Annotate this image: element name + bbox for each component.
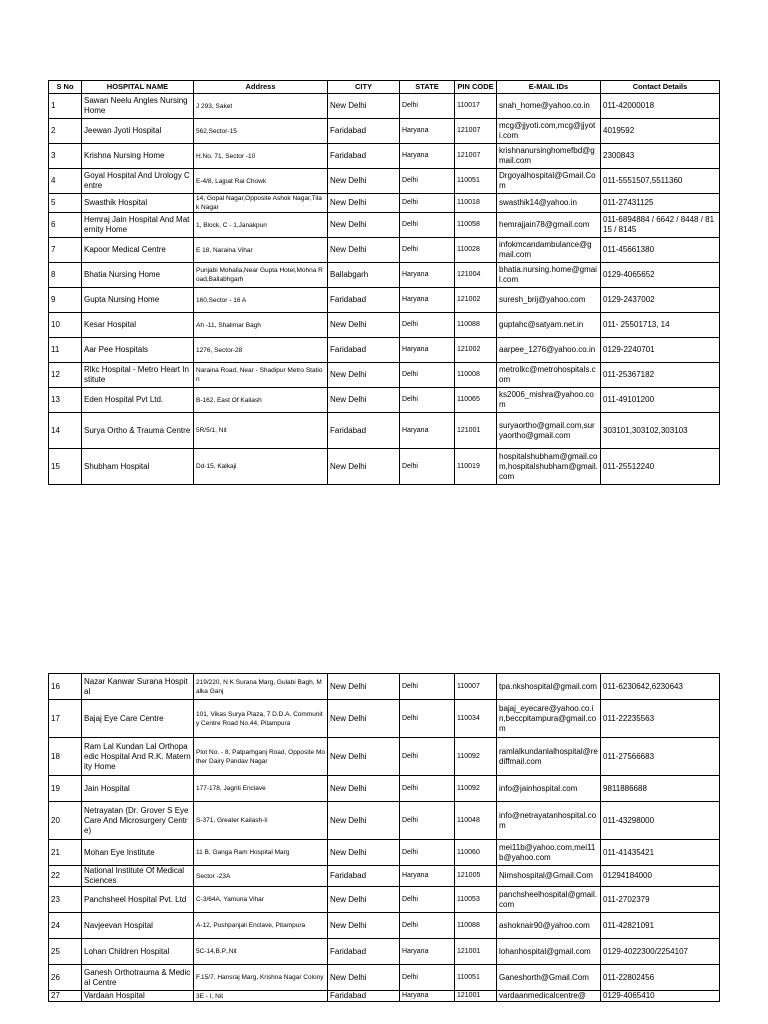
cell-email: hemrajjain78@gmail.com — [497, 213, 601, 238]
cell-hospital-name: Mohan Eye Institute — [82, 840, 194, 866]
cell-email: info@netrayatanhospital.com — [497, 802, 601, 840]
cell-contact: 011-41435421 — [601, 840, 720, 866]
hospital-table-top — [48, 80, 720, 485]
cell-city: Ballabgarh — [328, 263, 400, 288]
cell-state: Delhi — [400, 449, 455, 485]
col-header-state: STATE — [400, 81, 455, 94]
cell-email: suresh_brij@yahoo.com — [497, 288, 601, 313]
cell-pin-code: 110060 — [455, 840, 497, 866]
cell-state: Haryana — [400, 413, 455, 449]
cell-hospital-name: Ram Lal Kundan Lal Orthopaedic Hospital And R.K. Maternity Home — [82, 738, 194, 776]
cell-email: metrolkc@metrohospitals.com — [497, 363, 601, 388]
cell-city: New Delhi — [328, 313, 400, 338]
table-row — [49, 965, 720, 991]
cell-sno: 11 — [49, 338, 82, 363]
cell-pin-code: 110018 — [455, 194, 497, 213]
cell-contact: 01294184000 — [601, 866, 720, 887]
cell-hospital-name: Rlkc Hospital - Metro Heart Institute — [82, 363, 194, 388]
cell-email: mcg@jjyoti.com,mcg@jjyoti.com — [497, 119, 601, 144]
cell-sno: 6 — [49, 213, 82, 238]
table-row — [49, 674, 720, 700]
col-header-address: Address — [194, 81, 328, 94]
cell-sno: 10 — [49, 313, 82, 338]
cell-city: New Delhi — [328, 213, 400, 238]
cell-pin-code: 110088 — [455, 313, 497, 338]
cell-contact: 011-2702379 — [601, 887, 720, 913]
cell-state: Haryana — [400, 991, 455, 1002]
cell-state: Delhi — [400, 700, 455, 738]
table-row — [49, 866, 720, 887]
cell-hospital-name: Kesar Hospital — [82, 313, 194, 338]
cell-pin-code: 121002 — [455, 288, 497, 313]
cell-sno: 8 — [49, 263, 82, 288]
cell-state: Delhi — [400, 887, 455, 913]
cell-address: C-3/64A, Yamuna Vihar — [194, 887, 328, 913]
cell-address: Sector -23A — [194, 866, 328, 887]
cell-address: 562,Sector-15 — [194, 119, 328, 144]
cell-email: ramlalkundanlalhospital@rediffmail.com — [497, 738, 601, 776]
cell-contact: 011-25367182 — [601, 363, 720, 388]
cell-pin-code: 110088 — [455, 913, 497, 939]
table-body-bottom — [49, 674, 720, 1002]
cell-hospital-name: Eden Hospital Pvt Ltd. — [82, 388, 194, 413]
table-row — [49, 802, 720, 840]
table-row — [49, 238, 720, 263]
cell-hospital-name: Navjeevan Hospital — [82, 913, 194, 939]
table-row — [49, 213, 720, 238]
cell-contact: 011-6894884 / 6642 / 8448 / 8115 / 8145 — [601, 213, 720, 238]
table-row — [49, 338, 720, 363]
cell-state: Delhi — [400, 169, 455, 194]
table-row — [49, 288, 720, 313]
cell-email: tpa.nkshospital@gmail.com — [497, 674, 601, 700]
col-header-city: CITY — [328, 81, 400, 94]
cell-sno: 24 — [49, 913, 82, 939]
cell-contact: 9811886688 — [601, 776, 720, 802]
cell-contact: 011-45661380 — [601, 238, 720, 263]
cell-city: New Delhi — [328, 449, 400, 485]
cell-contact: 011-6230642,6230643 — [601, 674, 720, 700]
cell-sno: 27 — [49, 991, 82, 1002]
cell-state: Delhi — [400, 840, 455, 866]
cell-address: Naraina Road, Near - Shadipur Metro Station — [194, 363, 328, 388]
table-row — [49, 913, 720, 939]
cell-city: New Delhi — [328, 887, 400, 913]
cell-pin-code: 110008 — [455, 363, 497, 388]
cell-pin-code: 110051 — [455, 965, 497, 991]
cell-sno: 25 — [49, 939, 82, 965]
cell-email: info@jainhospital.com — [497, 776, 601, 802]
cell-address: S-371, Greater Kailash-Ii — [194, 802, 328, 840]
cell-email: guptahc@satyam.net.in — [497, 313, 601, 338]
cell-email: aarpee_1276@yahoo.co.in — [497, 338, 601, 363]
cell-hospital-name: Swasthik Hospital — [82, 194, 194, 213]
cell-city: New Delhi — [328, 238, 400, 263]
cell-contact: 011-42000018 — [601, 94, 720, 119]
cell-address: A-12, Pushpanjali Enclave, Pitampura — [194, 913, 328, 939]
cell-email: krishnanursinghomefbd@gmail.com — [497, 144, 601, 169]
cell-pin-code: 110034 — [455, 700, 497, 738]
cell-contact: 011-5551507,5511360 — [601, 169, 720, 194]
cell-email: bhatia.nursing.home@gmail.com — [497, 263, 601, 288]
cell-state: Delhi — [400, 388, 455, 413]
cell-hospital-name: Netrayatan (Dr. Grover S Eye Care And Microsurgery Centre) — [82, 802, 194, 840]
cell-hospital-name: Surya Ortho & Trauma Centre — [82, 413, 194, 449]
col-header-hospital-name: HOSPITAL NAME — [82, 81, 194, 94]
table-row — [49, 144, 720, 169]
cell-pin-code: 121004 — [455, 263, 497, 288]
table-row — [49, 887, 720, 913]
cell-contact: 011-43298000 — [601, 802, 720, 840]
cell-city: New Delhi — [328, 674, 400, 700]
cell-address: B-162, East Of Kailash — [194, 388, 328, 413]
cell-address: Dd-15, Kalkaji — [194, 449, 328, 485]
cell-sno: 12 — [49, 363, 82, 388]
cell-state: Delhi — [400, 913, 455, 939]
cell-hospital-name: Hemraj Jain Hospital And Maternity Home — [82, 213, 194, 238]
cell-address: H.No. 71, Sector -10 — [194, 144, 328, 169]
cell-hospital-name: Lohan Children Hospital — [82, 939, 194, 965]
cell-contact: 011-22802456 — [601, 965, 720, 991]
cell-state: Delhi — [400, 802, 455, 840]
col-header-contact: Contact Details — [601, 81, 720, 94]
cell-address: 11 B, Ganga Ram Hospital Marg — [194, 840, 328, 866]
table-row — [49, 388, 720, 413]
cell-pin-code: 110028 — [455, 238, 497, 263]
table-row — [49, 313, 720, 338]
cell-city: Faridabad — [328, 413, 400, 449]
cell-pin-code: 110092 — [455, 776, 497, 802]
cell-pin-code: 121007 — [455, 119, 497, 144]
cell-city: New Delhi — [328, 913, 400, 939]
cell-sno: 14 — [49, 413, 82, 449]
cell-hospital-name: Nazar Kanwar Surana Hospital — [82, 674, 194, 700]
table-row — [49, 363, 720, 388]
cell-sno: 15 — [49, 449, 82, 485]
cell-contact: 2300843 — [601, 144, 720, 169]
cell-sno: 18 — [49, 738, 82, 776]
cell-sno: 9 — [49, 288, 82, 313]
cell-city: New Delhi — [328, 802, 400, 840]
cell-address: 1, Block, C - 1,Janakpuri — [194, 213, 328, 238]
hospital-table-bottom — [48, 673, 720, 1002]
cell-city: Faridabad — [328, 991, 400, 1002]
cell-city: New Delhi — [328, 363, 400, 388]
cell-address: 5R/5/1, Nit — [194, 413, 328, 449]
cell-hospital-name: Ganesh Orthotrauma & Medical Centre — [82, 965, 194, 991]
cell-hospital-name: Jain Hospital — [82, 776, 194, 802]
table-row — [49, 840, 720, 866]
cell-contact: 011-49101200 — [601, 388, 720, 413]
cell-email: panchsheelhospital@gmail.com — [497, 887, 601, 913]
cell-hospital-name: Gupta Nursing Home — [82, 288, 194, 313]
cell-email: lohanhospital@gmail.com — [497, 939, 601, 965]
cell-sno: 4 — [49, 169, 82, 194]
cell-email: bajaj_eyecare@yahoo.co.in,beccpitampura@gmail.com — [497, 700, 601, 738]
cell-contact: 0129-4022300/2254107 — [601, 939, 720, 965]
cell-state: Haryana — [400, 144, 455, 169]
cell-email: Drgoyalhospital@Gmail.Com — [497, 169, 601, 194]
cell-pin-code: 110053 — [455, 887, 497, 913]
cell-email: swasthik14@yahoo.in — [497, 194, 601, 213]
cell-contact: 0129-2240701 — [601, 338, 720, 363]
col-header-email: E-MAIL IDs — [497, 81, 601, 94]
cell-hospital-name: Kapoor Medical Centre — [82, 238, 194, 263]
cell-address: Punjabi Mohalla,Near Gupta Hotel,Mohna Road,Ballabhgarh — [194, 263, 328, 288]
cell-pin-code: 110048 — [455, 802, 497, 840]
cell-city: New Delhi — [328, 94, 400, 119]
cell-city: Faridabad — [328, 866, 400, 887]
cell-sno: 19 — [49, 776, 82, 802]
cell-address: 101, Vikas Surya Plaza, 7 D.D.A. Community Centre Road No.44, Pitampura — [194, 700, 328, 738]
cell-city: New Delhi — [328, 169, 400, 194]
cell-contact: 011-42821091 — [601, 913, 720, 939]
cell-city: Faridabad — [328, 288, 400, 313]
cell-email: Nimshospital@Gmail.Com — [497, 866, 601, 887]
cell-address: 3E - I, Nit — [194, 991, 328, 1002]
table-row — [49, 263, 720, 288]
cell-city: New Delhi — [328, 776, 400, 802]
cell-city: New Delhi — [328, 840, 400, 866]
cell-pin-code: 110017 — [455, 94, 497, 119]
table-row — [49, 169, 720, 194]
cell-city: New Delhi — [328, 388, 400, 413]
cell-sno: 17 — [49, 700, 82, 738]
cell-address: E-4/8, Lajpat Rai Chowk — [194, 169, 328, 194]
cell-hospital-name: Aar Pee Hospitals — [82, 338, 194, 363]
cell-address: J 293, Saket — [194, 94, 328, 119]
cell-pin-code: 110058 — [455, 213, 497, 238]
table-row — [49, 738, 720, 776]
col-header-sno: S No — [49, 81, 82, 94]
cell-city: Faridabad — [328, 939, 400, 965]
cell-pin-code: 110092 — [455, 738, 497, 776]
cell-email: suryaortho@gmail.com,suryaortho@gmail.com — [497, 413, 601, 449]
cell-contact: 011- 25501713, 14 — [601, 313, 720, 338]
cell-sno: 16 — [49, 674, 82, 700]
cell-contact: 0129-4065410 — [601, 991, 720, 1002]
cell-contact: 011-27566683 — [601, 738, 720, 776]
cell-address: Ah -11, Shalimar Bagh — [194, 313, 328, 338]
cell-hospital-name: Goyal Hospital And Urology Centre — [82, 169, 194, 194]
cell-address: 1276, Sector-28 — [194, 338, 328, 363]
cell-hospital-name: Bhatia Nursing Home — [82, 263, 194, 288]
cell-pin-code: 110051 — [455, 169, 497, 194]
cell-hospital-name: Krishna Nursing Home — [82, 144, 194, 169]
cell-state: Delhi — [400, 674, 455, 700]
cell-pin-code: 121001 — [455, 413, 497, 449]
cell-state: Delhi — [400, 776, 455, 802]
cell-state: Haryana — [400, 288, 455, 313]
cell-address: 5C-14,B.P.,Nit — [194, 939, 328, 965]
cell-contact: 011-27431125 — [601, 194, 720, 213]
cell-pin-code: 121005 — [455, 866, 497, 887]
cell-state: Delhi — [400, 213, 455, 238]
cell-email: ashoknair90@yahoo.com — [497, 913, 601, 939]
cell-contact: 0129-2437002 — [601, 288, 720, 313]
table-row — [49, 413, 720, 449]
cell-city: New Delhi — [328, 194, 400, 213]
cell-address: 177-178, Jagriti Enclave — [194, 776, 328, 802]
cell-city: New Delhi — [328, 738, 400, 776]
cell-state: Haryana — [400, 119, 455, 144]
table-row — [49, 94, 720, 119]
cell-state: Delhi — [400, 738, 455, 776]
cell-hospital-name: Sawan Neelu Angles Nursing Home — [82, 94, 194, 119]
cell-sno: 22 — [49, 866, 82, 887]
cell-state: Haryana — [400, 338, 455, 363]
cell-city: New Delhi — [328, 965, 400, 991]
cell-hospital-name: Bajaj Eye Care Centre — [82, 700, 194, 738]
cell-hospital-name: National Institute Of Medical Sciences — [82, 866, 194, 887]
cell-sno: 21 — [49, 840, 82, 866]
table-row — [49, 119, 720, 144]
cell-pin-code: 110007 — [455, 674, 497, 700]
table-row — [49, 991, 720, 1002]
cell-email: infokmcandambulance@gmail.com — [497, 238, 601, 263]
cell-pin-code: 110065 — [455, 388, 497, 413]
cell-email: vardaanmedicalcentre@ — [497, 991, 601, 1002]
table-row — [49, 776, 720, 802]
cell-city: Faridabad — [328, 119, 400, 144]
cell-state: Delhi — [400, 194, 455, 213]
cell-sno: 1 — [49, 94, 82, 119]
cell-pin-code: 121001 — [455, 939, 497, 965]
cell-pin-code: 121002 — [455, 338, 497, 363]
cell-city: Faridabad — [328, 338, 400, 363]
cell-state: Delhi — [400, 965, 455, 991]
cell-state: Delhi — [400, 363, 455, 388]
cell-email: ks2006_mishra@yahoo.com — [497, 388, 601, 413]
table-row — [49, 194, 720, 213]
cell-address: F.15/7, Hansraj Marg, Krishna Nagar Colony — [194, 965, 328, 991]
cell-hospital-name: Shubham Hospital — [82, 449, 194, 485]
cell-state: Haryana — [400, 866, 455, 887]
cell-sno: 5 — [49, 194, 82, 213]
cell-sno: 20 — [49, 802, 82, 840]
cell-hospital-name: Vardaan Hospital — [82, 991, 194, 1002]
table-row — [49, 449, 720, 485]
col-header-pin-code: PIN CODE — [455, 81, 497, 94]
cell-sno: 23 — [49, 887, 82, 913]
table-body-top — [49, 94, 720, 485]
cell-state: Delhi — [400, 313, 455, 338]
cell-contact: 0129-4065652 — [601, 263, 720, 288]
cell-state: Delhi — [400, 238, 455, 263]
cell-city: New Delhi — [328, 700, 400, 738]
table-row — [49, 700, 720, 738]
cell-sno: 3 — [49, 144, 82, 169]
table-header-row — [49, 81, 720, 94]
cell-contact: 4019592 — [601, 119, 720, 144]
cell-contact: 011-25512240 — [601, 449, 720, 485]
cell-email: hospitalshubham@gmail.com,hospitalshubham@gmail.com — [497, 449, 601, 485]
cell-email: Ganeshorth@Gmail.Com — [497, 965, 601, 991]
cell-city: Faridabad — [328, 144, 400, 169]
cell-address: 14, Gopal Nagar,Opposite Ashok Nagar,Tilak Nagar — [194, 194, 328, 213]
cell-contact: 011-22235563 — [601, 700, 720, 738]
cell-pin-code: 121007 — [455, 144, 497, 169]
cell-state: Haryana — [400, 939, 455, 965]
cell-sno: 7 — [49, 238, 82, 263]
cell-pin-code: 121001 — [455, 991, 497, 1002]
cell-state: Haryana — [400, 263, 455, 288]
cell-address: 219/220, N K Surana Marg, Gulabi Bagh, Malka Ganj — [194, 674, 328, 700]
cell-hospital-name: Jeewan Jyoti Hospital — [82, 119, 194, 144]
cell-email: snah_home@yahoo.co.in — [497, 94, 601, 119]
cell-sno: 26 — [49, 965, 82, 991]
table-row — [49, 939, 720, 965]
cell-pin-code: 110019 — [455, 449, 497, 485]
cell-hospital-name: Panchsheel Hospital Pvt. Ltd — [82, 887, 194, 913]
cell-sno: 13 — [49, 388, 82, 413]
cell-address: Plot No. - 8, Patparhganj Road, Opposite Mother Dairy Pandav Nagar — [194, 738, 328, 776]
cell-address: 160,Sector - 16 A — [194, 288, 328, 313]
cell-address: E 18, Naraina Vihar — [194, 238, 328, 263]
cell-state: Delhi — [400, 94, 455, 119]
cell-contact: 303101,303102,303103 — [601, 413, 720, 449]
cell-sno: 2 — [49, 119, 82, 144]
cell-email: mei11b@yahoo.com,mei11b@yahoo.com — [497, 840, 601, 866]
